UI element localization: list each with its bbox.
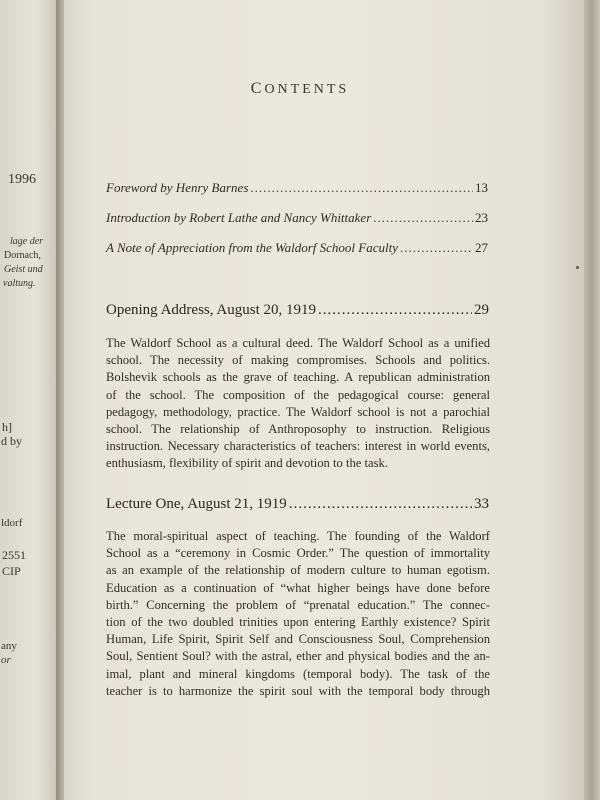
page-right-edge xyxy=(584,0,600,800)
summary-line: The moral-spiritual aspect of teaching. The founding of the Waldorf xyxy=(106,529,490,543)
section-title: Opening Address, August 20, 1919 xyxy=(106,302,316,318)
paper-speck xyxy=(576,266,579,269)
left-page-fragment: any xyxy=(1,640,17,652)
toc-entry-foreword xyxy=(106,180,488,196)
summary-line: pedagogy, methodology, practice. The Waldorf school is not a parochial xyxy=(106,404,490,419)
section-summary-opening-address xyxy=(106,335,490,473)
section-heading-opening-address xyxy=(106,302,489,319)
summary-line: Bolshevik schools as the grave of teaching. A republican administration xyxy=(106,370,490,385)
section-summary-lecture-one xyxy=(106,528,490,700)
summary-line: enthusiasm, flexibility of spirit and devotion to the task. xyxy=(106,456,388,471)
toc-entry-appreciation xyxy=(106,240,488,256)
summary-line: Education as a continuation of “what higher beings have done before xyxy=(106,580,490,595)
dot-leader xyxy=(400,240,473,256)
summary-line: Soul, Sentient Soul? with the astral, ether and physical bodies and the an- xyxy=(106,649,490,664)
summary-line: of the school. The composition of the pedagogical course: general xyxy=(106,387,490,402)
summary-line: tion of the two doubled trinities upon entering Earthly existence? Spirit xyxy=(106,615,490,630)
dot-leader xyxy=(289,496,472,513)
section-title: Lecture One, August 21, 1919 xyxy=(106,496,287,512)
summary-line: birth.” Concerning the problem of “prenatal education.” The connec- xyxy=(106,597,490,612)
toc-entry-page: 23 xyxy=(475,210,488,225)
left-page-fragment: h] xyxy=(2,420,12,434)
left-page-fragment: CIP xyxy=(2,564,21,578)
toc-entry-title: A Note of Appreciation from the Waldorf School Faculty xyxy=(106,240,398,255)
toc-entry-page: 27 xyxy=(475,240,488,255)
left-page-fragment: lage der xyxy=(10,236,44,247)
summary-line: The Waldorf School as a cultural deed. The Waldorf School as a unified xyxy=(106,336,490,350)
summary-line: teacher is to harmonize the spirit soul with the temporal body through xyxy=(106,683,490,698)
toc-entry-page: 13 xyxy=(475,180,488,195)
left-page-fragment: Geist und xyxy=(4,264,43,275)
section-page: 33 xyxy=(474,496,489,512)
dot-leader xyxy=(373,210,473,226)
summary-line: school. The relationship of Anthroposophy to instruction. Religious xyxy=(106,422,490,437)
toc-entry-title: Foreword by Henry Barnes xyxy=(106,180,249,195)
page-title: CONTENTS xyxy=(250,80,350,97)
left-page-fragment: valtung. xyxy=(3,278,36,289)
left-page-fragment: d by xyxy=(1,434,22,448)
toc-entry-introduction xyxy=(106,210,488,226)
left-page-fragment: or xyxy=(1,654,11,666)
toc-entry-title: Introduction by Robert Lathe and Nancy Whittaker xyxy=(106,210,372,225)
previous-page-edge xyxy=(0,0,64,800)
summary-line: Human, Life Spirit, Spirit Self and Consciousness Soul, Comprehension xyxy=(106,632,490,647)
left-page-fragment: 1996 xyxy=(8,172,36,187)
section-page: 29 xyxy=(474,302,489,318)
dot-leader xyxy=(250,180,473,196)
section-heading-lecture-one xyxy=(106,496,489,513)
summary-line: imal, plant and mineral kingdoms (temporal body). The task of the xyxy=(106,666,490,681)
left-page-fragment: ldorf xyxy=(1,517,23,529)
summary-line: as an example of the relationship of modern culture to human egotism. xyxy=(106,563,490,578)
dot-leader xyxy=(318,302,472,319)
summary-line: school. The necessity of making compromises. Schools and politics. xyxy=(106,353,490,368)
summary-line: School as a “ceremony in Cosmic Order.” The question of immortality xyxy=(106,546,490,561)
left-page-fragment: 2551 xyxy=(2,548,26,562)
left-page-fragment: Dornach, xyxy=(4,250,41,261)
summary-line: instruction. Necessary characteristics of teachers: interest in world events, xyxy=(106,439,490,454)
